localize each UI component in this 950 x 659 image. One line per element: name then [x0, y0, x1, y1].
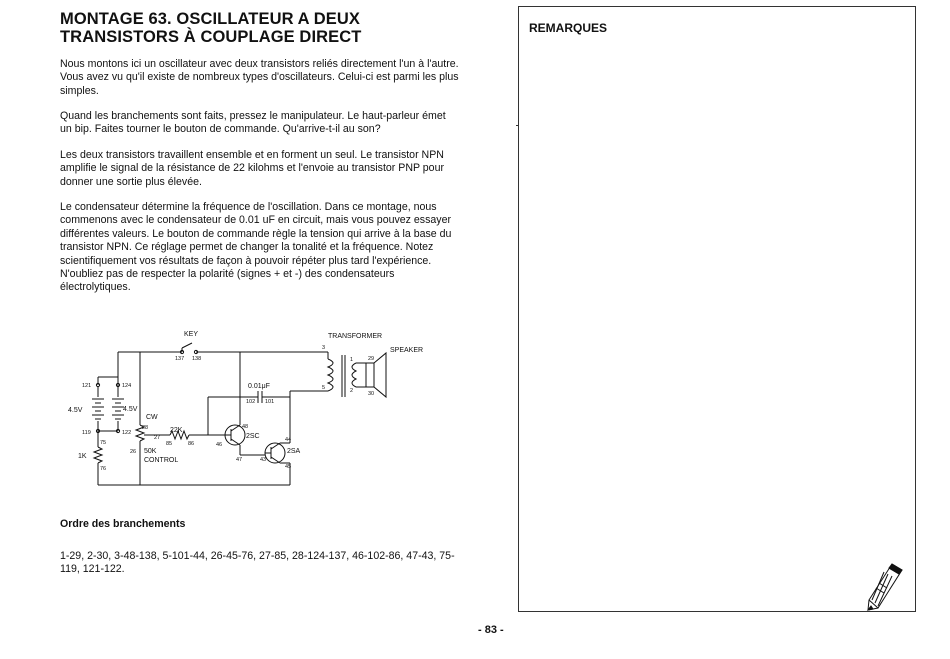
terminal-138: 138: [192, 356, 202, 362]
terminal-119: 119: [82, 430, 91, 436]
terminal-48: 48: [242, 424, 249, 430]
notes-box: [518, 6, 916, 612]
terminal-101: 101: [265, 399, 275, 405]
label-voltage-left: 4.5V: [68, 407, 83, 414]
title-line-1: MONTAGE 63. OSCILLATEUR A DEUX: [60, 10, 361, 28]
terminal-2: 2: [350, 388, 354, 394]
terminal-47: 47: [236, 457, 243, 463]
terminal-1: 1: [350, 357, 354, 363]
label-2sa: 2SA: [287, 448, 301, 455]
terminal-28: 28: [142, 425, 149, 431]
paragraph-instructions: Quand les branchements sont faits, pressez le manipulateur. Le haut-parleur émet un bip. Faites tourner le bouton de commande. Qu'arrive-t-il au son?: [60, 110, 446, 136]
terminal-102: 102: [246, 399, 256, 405]
terminal-122: 122: [122, 430, 132, 436]
paragraph-intro: Nous montons ici un oscillateur avec deux transistors reliés directement l'un à l'autre. Vous avez vu qu'il existe de nombreux types d'oscillateurs. Celui-ci est parmi les plus simples.: [60, 58, 459, 97]
terminal-137: 137: [175, 356, 185, 362]
label-2sc: 2SC: [246, 433, 260, 440]
label-speaker: SPEAKER: [390, 347, 424, 354]
terminal-76: 76: [100, 466, 107, 472]
label-50k: 50K: [144, 448, 157, 455]
terminal-26: 26: [130, 449, 137, 455]
label-22k: 22K: [170, 427, 183, 434]
page-number: - 83 -: [478, 624, 504, 636]
label-capacitor: 0.01μF: [248, 383, 270, 390]
title-line-2: TRANSISTORS À COUPLAGE DIRECT: [60, 28, 362, 46]
label-cw: CW: [146, 414, 158, 421]
terminal-86: 86: [188, 441, 195, 447]
label-transformer: TRANSFORMER: [328, 333, 383, 340]
terminal-30: 30: [368, 391, 375, 397]
pencil-icon: [864, 562, 904, 612]
label-key: KEY: [184, 331, 199, 338]
circuit-schematic: [60, 325, 460, 500]
label-control: CONTROL: [144, 457, 179, 464]
connections-list: 1-29, 2-30, 3-48-138, 5-101-44, 26-45-76, 27-85, 28-124-137, 46-102-86, 47-43, 75-119, 121-122.: [60, 550, 455, 576]
page-title: [60, 10, 480, 46]
paragraph-transistors: Les deux transistors travaillent ensemble et en forment un seul. Le transistor NPN amplifie le signal de la résistance de 22 kilohms et l'envoie au transistor PNP pour donner une sortie plus élevée.: [60, 149, 444, 188]
label-1k: 1K: [78, 453, 87, 460]
terminal-29: 29: [368, 356, 375, 362]
terminal-75: 75: [100, 440, 107, 446]
terminal-43: 43: [260, 457, 267, 463]
label-voltage-right: 4.5V: [123, 406, 138, 413]
connections-heading: Ordre des branchements: [60, 518, 186, 530]
terminal-5: 5: [322, 385, 326, 391]
terminal-85: 85: [166, 441, 173, 447]
terminal-121: 121: [82, 383, 92, 389]
terminal-124: 124: [122, 383, 132, 389]
terminal-27: 27: [154, 435, 161, 441]
terminal-3: 3: [322, 345, 326, 351]
terminal-44: 44: [285, 437, 292, 443]
terminal-46: 46: [216, 442, 223, 448]
margin-tick: [516, 125, 519, 126]
terminal-45: 45: [285, 464, 292, 470]
paragraph-capacitor: Le condensateur détermine la fréquence de l'oscillation. Dans ce montage, nous commenons avec le condensateur de 0.01 uF en circuit, mais vous pouvez essayer différentes valeurs. Le bouton de commande règle la tension qui arrive à la base du transistor NPN. Ce réglage permet de changer la tonalité et la fréquence. Notez scientifiquement vos résultats de façon à pouvoir répéter plus tard l'expérience. N'oubliez pas de respecter la polarité (signes + et -) des condensateurs électrolytiques.: [60, 201, 452, 294]
notes-heading: REMARQUES: [529, 21, 608, 35]
